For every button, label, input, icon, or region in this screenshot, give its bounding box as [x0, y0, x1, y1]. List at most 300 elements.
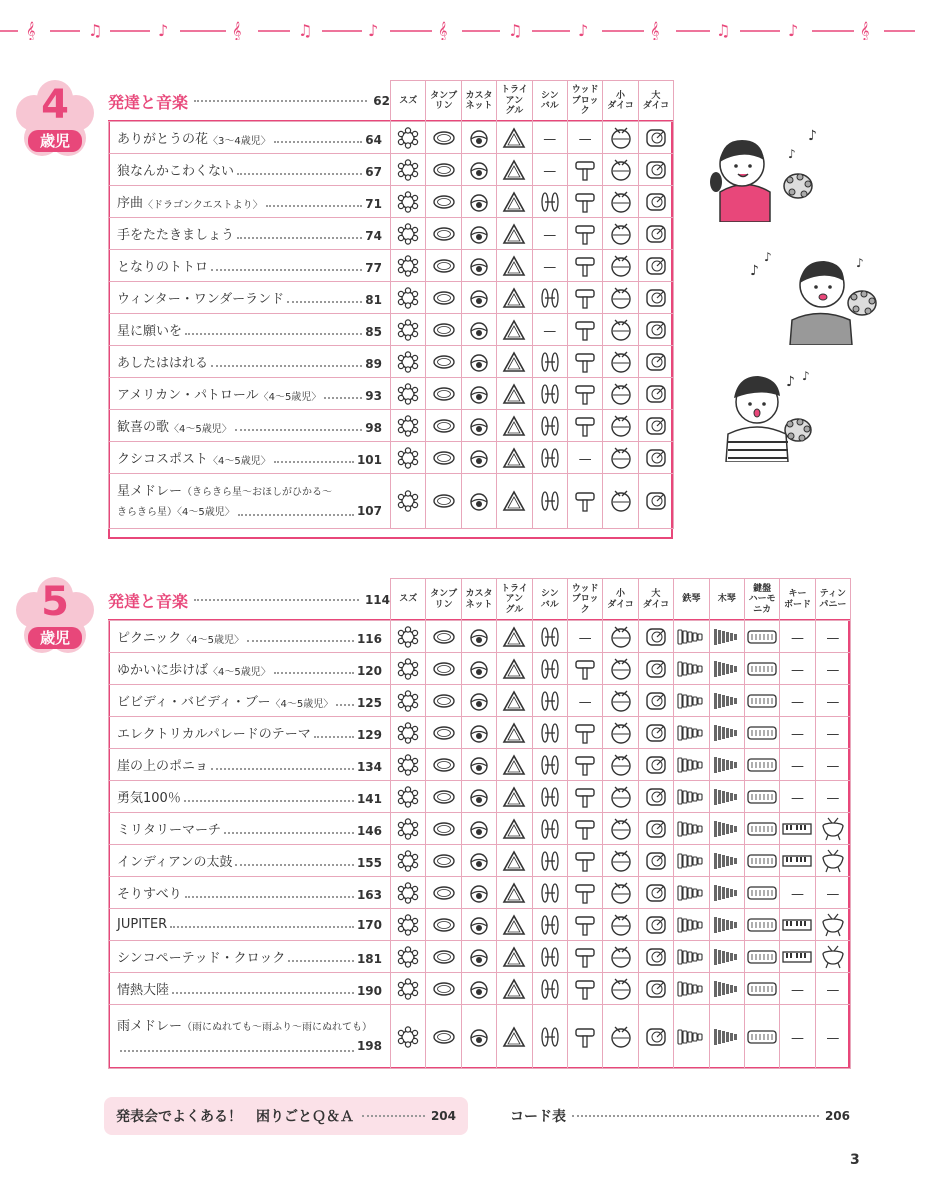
child-with-bells-illustration-1: [700, 122, 830, 222]
instrument-cell-big-drum: [638, 186, 673, 218]
song-cell[interactable]: [109, 474, 391, 529]
song-cell[interactable]: [109, 717, 391, 749]
code-page: 206: [824, 1109, 850, 1123]
table-row[interactable]: [109, 282, 674, 314]
instrument-cell-glockenspiel: [674, 909, 709, 941]
instrument-cell-xylophone: [709, 973, 744, 1005]
tambourine-icon: [426, 385, 460, 403]
instrument-cell-suzu: [391, 717, 426, 749]
qa-title: 発表会でよくある！ 困りごとＱ＆Ａ: [116, 1109, 354, 1125]
instrument-cell-xylophone: [709, 621, 744, 653]
glockenspiel-icon: [674, 788, 708, 806]
castanets-icon: [462, 288, 496, 308]
song-page: 129: [356, 728, 382, 742]
instrument-cell-tambourine: [426, 314, 461, 346]
table-row[interactable]: [109, 314, 674, 346]
column-header-cymbal: シン バル: [532, 81, 567, 122]
small-drum-icon: [603, 127, 637, 149]
song-title: シンコペーテッド・クロック: [117, 951, 286, 966]
song-entry: [117, 482, 382, 521]
not-used-dash: —: [543, 228, 557, 243]
tambourine-icon: [426, 788, 460, 806]
cymbal-icon: [533, 351, 567, 373]
heading-title: 発達と音楽: [108, 92, 189, 112]
instrument-cell-timpani: [815, 973, 850, 1005]
table-row[interactable]: [109, 474, 674, 529]
xylophone-icon: [710, 756, 744, 774]
song-cell[interactable]: [109, 845, 391, 877]
badge-number: 4: [41, 82, 69, 128]
table-row[interactable]: [109, 909, 851, 941]
leader-dots: [237, 173, 362, 175]
song-note: 〈4～5歳児〉: [181, 635, 244, 646]
song-entry: [117, 851, 382, 870]
instrument-cell-small-drum: [603, 941, 638, 973]
instrument-cell-glockenspiel: [674, 1005, 709, 1069]
table-row[interactable]: [109, 154, 674, 186]
svg-text:♪: ♪: [808, 128, 817, 144]
song-note: 〈4～5歳児〉: [270, 699, 334, 710]
table-row[interactable]: [109, 442, 674, 474]
suzu-icon: [391, 946, 425, 968]
leader-dots: [324, 397, 362, 399]
instrument-cell-cymbal: [532, 877, 567, 909]
glockenspiel-icon: [674, 820, 708, 838]
instrument-cell-big-drum: [638, 749, 673, 781]
instrument-cell-xylophone: [709, 1005, 744, 1069]
instrument-cell-castanets: [461, 410, 496, 442]
instrument-cell-timpani: [815, 813, 850, 845]
instrument-cell-big-drum: [638, 653, 673, 685]
leader-dots: [274, 461, 354, 463]
instrument-cell-woodblock: [567, 314, 602, 346]
castanets-icon: [462, 256, 496, 276]
table-row[interactable]: [109, 749, 851, 781]
instrument-cell-cymbal: [532, 717, 567, 749]
song-note: 〈3～4歳児〉: [208, 136, 271, 147]
leader-dots: [336, 704, 354, 706]
song-page: 198: [356, 1039, 382, 1054]
table-row[interactable]: [109, 877, 851, 909]
not-used-dash: —: [826, 1031, 840, 1046]
instrument-cell-cymbal: [532, 749, 567, 781]
song-cell[interactable]: [109, 154, 391, 186]
column-header-melodica: 鍵盤 ハーモ ニカ: [744, 579, 779, 621]
song-line-1: [117, 1017, 382, 1037]
instrument-cell-melodica: [744, 845, 779, 877]
song-entry: [117, 883, 382, 902]
instrument-cell-big-drum: [638, 378, 673, 410]
instrument-cell-tambourine: [426, 973, 461, 1005]
table-row[interactable]: [109, 1005, 851, 1069]
tambourine-icon: [426, 820, 460, 838]
song-cell[interactable]: [109, 122, 391, 154]
song-title: ビビディ・バビディ・ブー: [117, 695, 271, 710]
instrument-cell-small-drum: [603, 813, 638, 845]
big-drum-icon: [639, 490, 673, 512]
heading-page: 114: [364, 593, 390, 607]
instrument-cell-triangle: [497, 653, 532, 685]
table-row[interactable]: [109, 186, 674, 218]
song-cell[interactable]: [109, 250, 391, 282]
leader-dots: [211, 365, 362, 367]
instrument-cell-castanets: [461, 973, 496, 1005]
cymbal-icon: [533, 1026, 567, 1048]
instrument-cell-suzu: [391, 282, 426, 314]
castanets-icon: [462, 320, 496, 340]
table-row[interactable]: [109, 941, 851, 973]
cymbal-icon: [533, 978, 567, 1000]
instrument-cell-triangle: [497, 282, 532, 314]
instrument-cell-cymbal: [532, 218, 567, 250]
instrument-cell-castanets: [461, 845, 496, 877]
svg-text:♪: ♪: [788, 21, 799, 40]
instrument-cell-tambourine: [426, 346, 461, 378]
woodblock-icon: [568, 850, 602, 872]
small-drum-icon: [603, 159, 637, 181]
tambourine-icon: [426, 225, 460, 243]
xylophone-icon: [710, 788, 744, 806]
song-page: 146: [356, 824, 382, 838]
table-row[interactable]: [109, 122, 674, 154]
table-row[interactable]: [109, 813, 851, 845]
leader-dots: [237, 237, 362, 239]
glockenspiel-icon: [674, 884, 708, 902]
instrument-cell-cymbal: [532, 346, 567, 378]
column-header-big-drum: 大 ダイコ: [638, 81, 673, 122]
triangle-icon: [497, 127, 531, 149]
table-row[interactable]: [109, 845, 851, 877]
song-title: 歓喜の歌: [117, 420, 170, 435]
tambourine-icon: [426, 417, 460, 435]
castanets-icon: [462, 915, 496, 935]
column-header-xylophone: 木琴: [709, 579, 744, 621]
tambourine-icon: [426, 289, 460, 307]
small-drum-icon: [603, 914, 637, 936]
cymbal-icon: [533, 490, 567, 512]
suzu-icon: [391, 818, 425, 840]
triangle-icon: [497, 159, 531, 181]
instrument-cell-melodica: [744, 685, 779, 717]
instrument-cell-glockenspiel: [674, 941, 709, 973]
song-cell[interactable]: [109, 813, 391, 845]
instrument-cell-suzu: [391, 154, 426, 186]
song-cell[interactable]: [109, 621, 391, 653]
triangle-icon: [497, 383, 531, 405]
not-used-dash: —: [826, 663, 840, 678]
instrument-cell-melodica: [744, 749, 779, 781]
song-page: 71: [365, 197, 382, 211]
instrument-cell-woodblock: [567, 973, 602, 1005]
glockenspiel-icon: [674, 980, 708, 998]
leader-dots: [224, 832, 354, 834]
table-row[interactable]: [109, 378, 674, 410]
instrument-cell-suzu: [391, 845, 426, 877]
leader-dots: [211, 269, 362, 271]
small-drum-icon: [603, 754, 637, 776]
song-cell[interactable]: [109, 346, 391, 378]
instrument-cell-glockenspiel: [674, 877, 709, 909]
section4-song-table: [108, 80, 674, 529]
instrument-cell-small-drum: [603, 282, 638, 314]
instrument-cell-castanets: [461, 621, 496, 653]
big-drum-icon: [639, 882, 673, 904]
suzu-icon: [391, 287, 425, 309]
not-used-dash: —: [790, 1031, 804, 1046]
xylophone-icon: [710, 724, 744, 742]
code-title: コード表: [510, 1109, 566, 1125]
instrument-cell-xylophone: [709, 781, 744, 813]
woodblock-icon: [568, 818, 602, 840]
melodica-icon: [745, 789, 779, 805]
song-title: インディアンの太鼓: [117, 855, 233, 870]
instrument-cell-triangle: [497, 250, 532, 282]
instrument-cell-woodblock: [567, 218, 602, 250]
song-entry: [117, 256, 382, 275]
column-header-tambourine: タンブ リン: [426, 81, 461, 122]
small-drum-icon: [603, 626, 637, 648]
tambourine-icon: [426, 628, 460, 646]
song-title: 手をたたきましょう: [117, 228, 235, 243]
instrument-cell-glockenspiel: [674, 621, 709, 653]
instrument-cell-cymbal: [532, 941, 567, 973]
song-title: アメリカン・パトロール: [117, 388, 259, 403]
song-title: JUPITER: [117, 917, 168, 932]
instrument-cell-triangle: [497, 717, 532, 749]
song-cell[interactable]: [109, 749, 391, 781]
not-used-dash: —: [543, 164, 557, 179]
song-title: 序曲: [117, 196, 144, 211]
instrument-cell-woodblock: [567, 717, 602, 749]
instrument-cell-triangle: [497, 813, 532, 845]
instrument-cell-suzu: [391, 1005, 426, 1069]
big-drum-icon: [639, 946, 673, 968]
small-drum-icon: [603, 946, 637, 968]
instrument-cell-suzu: [391, 973, 426, 1005]
code-chart-link[interactable]: [510, 1097, 850, 1135]
instrument-cell-castanets: [461, 813, 496, 845]
not-used-dash: —: [826, 791, 840, 806]
instrument-cell-keyboard: [780, 813, 815, 845]
instrument-cell-woodblock: [567, 685, 602, 717]
svg-text:𝄞: 𝄞: [650, 21, 660, 40]
table-row[interactable]: [109, 685, 851, 717]
instrument-cell-cymbal: [532, 250, 567, 282]
instrument-cell-glockenspiel: [674, 749, 709, 781]
triangle-icon: [497, 690, 531, 712]
instrument-cell-melodica: [744, 941, 779, 973]
instrument-cell-big-drum: [638, 845, 673, 877]
xylophone-icon: [710, 916, 744, 934]
suzu-icon: [391, 914, 425, 936]
instrument-cell-cymbal: [532, 186, 567, 218]
instrument-cell-suzu: [391, 250, 426, 282]
song-cell[interactable]: [109, 314, 391, 346]
instrument-cell-melodica: [744, 621, 779, 653]
column-header-small-drum: 小 ダイコ: [603, 81, 638, 122]
table-row[interactable]: [109, 410, 674, 442]
song-entry: [117, 755, 382, 774]
instrument-cell-melodica: [744, 909, 779, 941]
song-title: 雨メドレー: [117, 1019, 183, 1035]
table-row[interactable]: [109, 781, 851, 813]
instrument-cell-xylophone: [709, 685, 744, 717]
table-row[interactable]: [109, 653, 851, 685]
instrument-cell-suzu: [391, 346, 426, 378]
svg-text:♪: ♪: [856, 256, 864, 270]
leader-dots: [274, 672, 354, 674]
song-cell[interactable]: [109, 410, 391, 442]
song-page: 93: [365, 389, 382, 403]
song-cell[interactable]: [109, 909, 391, 941]
big-drum-icon: [639, 223, 673, 245]
instrument-cell-woodblock: [567, 653, 602, 685]
big-drum-icon: [639, 722, 673, 744]
instrument-cell-keyboard: [780, 1005, 815, 1069]
song-cell[interactable]: [109, 685, 391, 717]
song-page: 163: [356, 888, 382, 902]
instrument-cell-xylophone: [709, 653, 744, 685]
not-used-dash: —: [790, 727, 804, 742]
small-drum-icon: [603, 690, 637, 712]
song-line-2: [117, 1037, 382, 1056]
small-drum-icon: [603, 287, 637, 309]
small-drum-icon: [603, 490, 637, 512]
glockenspiel-icon: [674, 1028, 708, 1046]
small-drum-icon: [603, 223, 637, 245]
song-cell[interactable]: [109, 653, 391, 685]
instrument-cell-big-drum: [638, 218, 673, 250]
instrument-cell-small-drum: [603, 218, 638, 250]
svg-text:♪: ♪: [158, 21, 169, 40]
column-header-tambourine: タンブ リン: [426, 579, 461, 621]
song-page: 116: [356, 632, 382, 646]
instrument-cell-glockenspiel: [674, 845, 709, 877]
table-row[interactable]: [109, 717, 851, 749]
instrument-cell-tambourine: [426, 845, 461, 877]
table-row[interactable]: [109, 250, 674, 282]
instrument-cell-cymbal: [532, 378, 567, 410]
not-used-dash: —: [790, 663, 804, 678]
instrument-cell-small-drum: [603, 346, 638, 378]
leader-dots: [185, 896, 354, 898]
instrument-cell-suzu: [391, 122, 426, 154]
song-cell[interactable]: [109, 941, 391, 973]
instrument-cell-castanets: [461, 154, 496, 186]
tambourine-icon: [426, 852, 460, 870]
instrument-cell-glockenspiel: [674, 973, 709, 1005]
song-cell[interactable]: [109, 186, 391, 218]
triangle-icon: [497, 191, 531, 213]
instrument-cell-triangle: [497, 410, 532, 442]
big-drum-icon: [639, 754, 673, 776]
woodblock-icon: [568, 722, 602, 744]
badge-number: 5: [41, 579, 69, 625]
small-drum-icon: [603, 447, 637, 469]
song-entry: [117, 224, 382, 243]
instrument-cell-castanets: [461, 314, 496, 346]
song-page: 89: [365, 357, 382, 371]
instrument-cell-big-drum: [638, 717, 673, 749]
song-entry: [117, 160, 382, 179]
instrument-cell-big-drum: [638, 442, 673, 474]
table-row[interactable]: [109, 218, 674, 250]
tambourine-icon: [426, 884, 460, 902]
small-drum-icon: [603, 722, 637, 744]
song-cell[interactable]: [109, 973, 391, 1005]
instrument-cell-tambourine: [426, 749, 461, 781]
table-row[interactable]: [109, 973, 851, 1005]
triangle-icon: [497, 351, 531, 373]
woodblock-icon: [568, 882, 602, 904]
song-entry: [117, 819, 382, 838]
song-cell[interactable]: [109, 781, 391, 813]
woodblock-icon: [568, 159, 602, 181]
leader-dots: [184, 800, 354, 802]
melodica-icon: [745, 885, 779, 901]
not-used-dash: —: [826, 727, 840, 742]
instrument-cell-keyboard: [780, 621, 815, 653]
instrument-cell-cymbal: [532, 781, 567, 813]
instrument-cell-cymbal: [532, 122, 567, 154]
instrument-cell-triangle: [497, 909, 532, 941]
woodblock-icon: [568, 490, 602, 512]
cymbal-icon: [533, 850, 567, 872]
instrument-cell-castanets: [461, 218, 496, 250]
woodblock-icon: [568, 914, 602, 936]
instrument-cell-castanets: [461, 1005, 496, 1069]
instrument-cell-castanets: [461, 282, 496, 314]
song-cell[interactable]: [109, 218, 391, 250]
instrument-cell-triangle: [497, 122, 532, 154]
song-cell[interactable]: [109, 877, 391, 909]
column-header-castanets: カスタ ネット: [461, 81, 496, 122]
song-cell[interactable]: [109, 442, 391, 474]
triangle-icon: [497, 415, 531, 437]
instrument-cell-woodblock: [567, 941, 602, 973]
big-drum-icon: [639, 383, 673, 405]
not-used-dash: —: [790, 887, 804, 902]
small-drum-icon: [603, 882, 637, 904]
tambourine-icon: [426, 980, 460, 998]
song-cell[interactable]: [109, 378, 391, 410]
triangle-icon: [497, 1026, 531, 1048]
instrument-cell-big-drum: [638, 410, 673, 442]
keyboard-icon: [780, 822, 814, 836]
suzu-icon: [391, 191, 425, 213]
big-drum-icon: [639, 914, 673, 936]
song-cell[interactable]: [109, 1005, 391, 1069]
big-drum-icon: [639, 850, 673, 872]
instrument-cell-small-drum: [603, 122, 638, 154]
cymbal-icon: [533, 415, 567, 437]
instrument-cell-glockenspiel: [674, 781, 709, 813]
song-title: 勇気100％: [117, 791, 181, 806]
instrument-cell-xylophone: [709, 813, 744, 845]
table-row[interactable]: [109, 621, 851, 653]
instrument-cell-suzu: [391, 186, 426, 218]
song-title: あしたははれる: [117, 356, 209, 371]
not-used-dash: —: [826, 695, 840, 710]
table-row[interactable]: [109, 346, 674, 378]
glockenspiel-icon: [674, 724, 708, 742]
song-cell[interactable]: [109, 282, 391, 314]
glockenspiel-icon: [674, 692, 708, 710]
qa-link[interactable]: [104, 1097, 468, 1135]
song-page: 98: [365, 421, 382, 435]
instrument-cell-timpani: [815, 653, 850, 685]
song-title: 狼なんかこわくない: [117, 164, 235, 179]
